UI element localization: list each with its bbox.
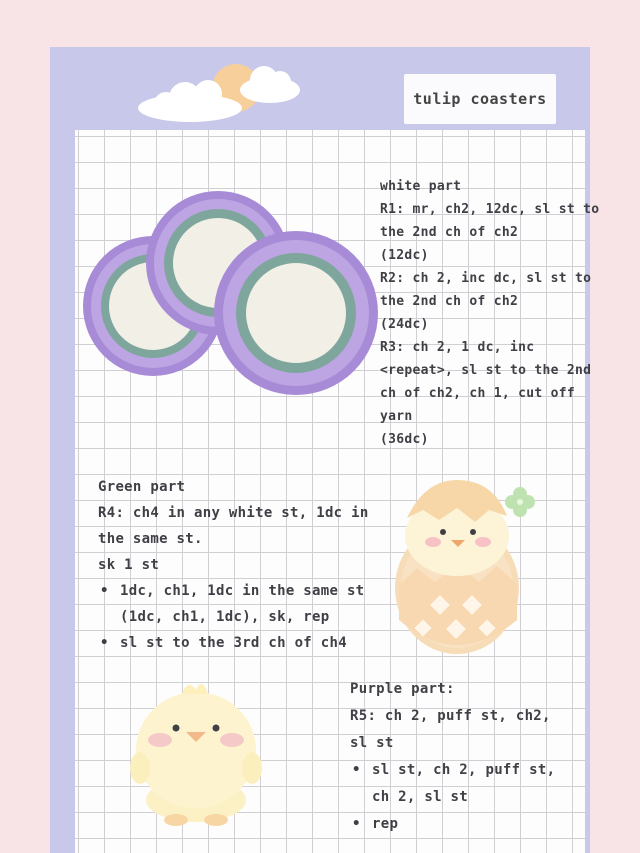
clover-icon <box>502 484 538 520</box>
cloud-sun-icon <box>130 58 310 128</box>
bullet-line: • 1dc, ch1, 1dc in the same st <box>120 583 365 599</box>
bullet-line: • sl st to the 3rd ch of ch4 <box>120 635 347 651</box>
white-part-line: ch of ch2, ch 1, cut off <box>380 386 576 401</box>
green-part-line: R4: ch4 in any white st, 1dc in <box>98 505 369 521</box>
green-part-line: sk 1 st <box>98 557 160 573</box>
white-part-line: the 2nd ch of ch2 <box>380 225 519 240</box>
green-part-heading: Green part <box>92 474 191 500</box>
purple-part-line: sl st <box>350 735 394 751</box>
white-part-line: R3: ch 2, 1 dc, inc <box>380 340 535 355</box>
bullet-line: • sl st, ch 2, puff st, <box>372 762 556 778</box>
green-part-section <box>92 474 369 656</box>
chick-icon <box>126 672 266 828</box>
white-part-section <box>374 175 599 451</box>
green-part-bullet <box>98 630 369 656</box>
white-part-line: R2: ch 2, inc dc, sl st to <box>380 271 592 286</box>
green-part-line: the same st. <box>98 531 203 547</box>
coasters-photo <box>78 178 390 406</box>
white-part-line: (12dc) <box>380 248 429 263</box>
purple-part-heading: Purple part: <box>344 676 461 703</box>
page-title: tulip coasters <box>404 74 556 124</box>
green-part-bullet <box>98 578 369 630</box>
bullet-line: (1dc, ch1, 1dc), sk, rep <box>120 609 330 625</box>
white-part-line: <repeat>, sl st to the 2nd <box>380 363 592 378</box>
white-part-line: (24dc) <box>380 317 429 332</box>
white-part-line: R1: mr, ch2, 12dc, sl st to <box>380 202 600 217</box>
white-part-line: the 2nd ch of ch2 <box>380 294 519 309</box>
purple-part-bullet <box>350 811 555 838</box>
white-part-line: yarn <box>380 409 413 424</box>
white-part-heading: white part <box>374 175 467 198</box>
purple-part-bullet <box>350 757 555 811</box>
bullet-line: • rep <box>372 816 399 832</box>
bullet-line: ch 2, sl st <box>372 789 469 805</box>
purple-part-section <box>344 676 555 838</box>
purple-part-line: R5: ch 2, puff st, ch2, <box>350 708 551 724</box>
white-part-line: (36dc) <box>380 432 429 447</box>
